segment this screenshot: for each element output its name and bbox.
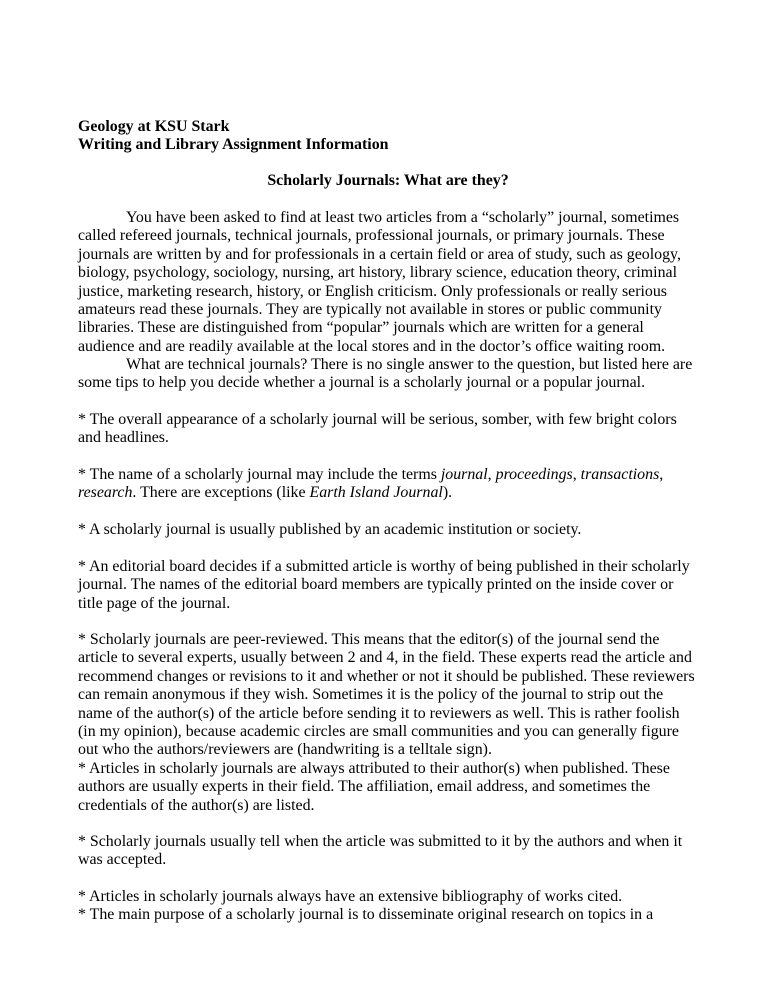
bullet-journal-name-middle: . There are exceptions (like [132,484,310,502]
example-journal-name: Earth Island Journal [309,484,443,502]
bullet-appearance: * The overall appearance of a scholarly journal will be serious, somber, with few bright colors and headlines. [78,411,677,447]
separator: , [487,466,496,483]
bullet-purpose: * The main purpose of a scholarly journal is to disseminate original research on topics in a [78,906,654,923]
section-title: Scholarly Journals: What are they? [267,172,509,189]
intro-paragraph: You have been asked to find at least two articles from a “scholarly” journal, sometimes called refereed journals, technical journals, professional journals, or primary journals. These journals are written by and for professionals in a certain field or area of study, such as geology, biology, psychology, sociology, nursing, art history, library science, education theory, criminal justice, marketing research, history, or English criticism. Only professionals or really serious amateurs read these journals. They are typically not available in stores or public community libraries. These are distinguished from “popular” journals which are written for a general audience and are readily available at the local stores and in the doctor’s office waiting room. [78,209,681,355]
bullet-attribution: * Articles in scholarly journals are always attributed to their author(s) when published. These authors are usually experts in their field. The affiliation, email address, and sometimes the credentials of the author(s) are listed. [78,760,670,814]
term-journal: journal [440,466,488,483]
bullet-journal-name [78,466,698,503]
bullet-journal-name-suffix: ). [442,484,453,502]
header-assignment-title: Writing and Library Assignment Information [78,136,389,153]
separator: , [659,466,664,483]
tips-intro-paragraph: What are technical journals? There is no single answer to the question, but listed here are some tips to help you decide whether a journal is a scholarly journal or a popular journal. [78,356,693,392]
header-course-title: Geology at KSU Stark [78,118,230,135]
bullet-journal-name-prefix: * The name of a scholarly journal may include the terms [78,466,441,483]
bullet-publisher: * A scholarly journal is usually published by an academic institution or society. [78,521,582,538]
separator: , [572,466,581,483]
bullet-bibliography: * Articles in scholarly journals always have an extensive bibliography of works cited. [78,888,623,905]
term-research: research [78,484,133,502]
bullet-peer-review: * Scholarly journals are peer-reviewed. This means that the editor(s) of the journal send the article to several experts, usually between 2 and 4, in the field. These experts read the article and recommend changes or revisions to it and whether or not it should be published. These reviewers can remain anonymous if they wish. Sometimes it is the policy of the journal to strip out the name of the author(s) of the article before sending it to reviewers as well. This is rather foolish (in my opinion), because academic circles are small communities and you can generally figure out who the authors/reviewers are (handwriting is a telltale sign). [78,631,695,759]
bullet-editorial-board: * An editorial board decides if a submitted article is worthy of being published in their scholarly journal. The names of the editorial board members are typically printed on the inside cover or title page of the journal. [78,558,690,612]
bullet-submission-dates: * Scholarly journals usually tell when the article was submitted to it by the authors and when it was accepted. [78,833,683,869]
term-proceedings: proceedings [495,466,573,483]
term-transactions: transactions [580,466,660,483]
